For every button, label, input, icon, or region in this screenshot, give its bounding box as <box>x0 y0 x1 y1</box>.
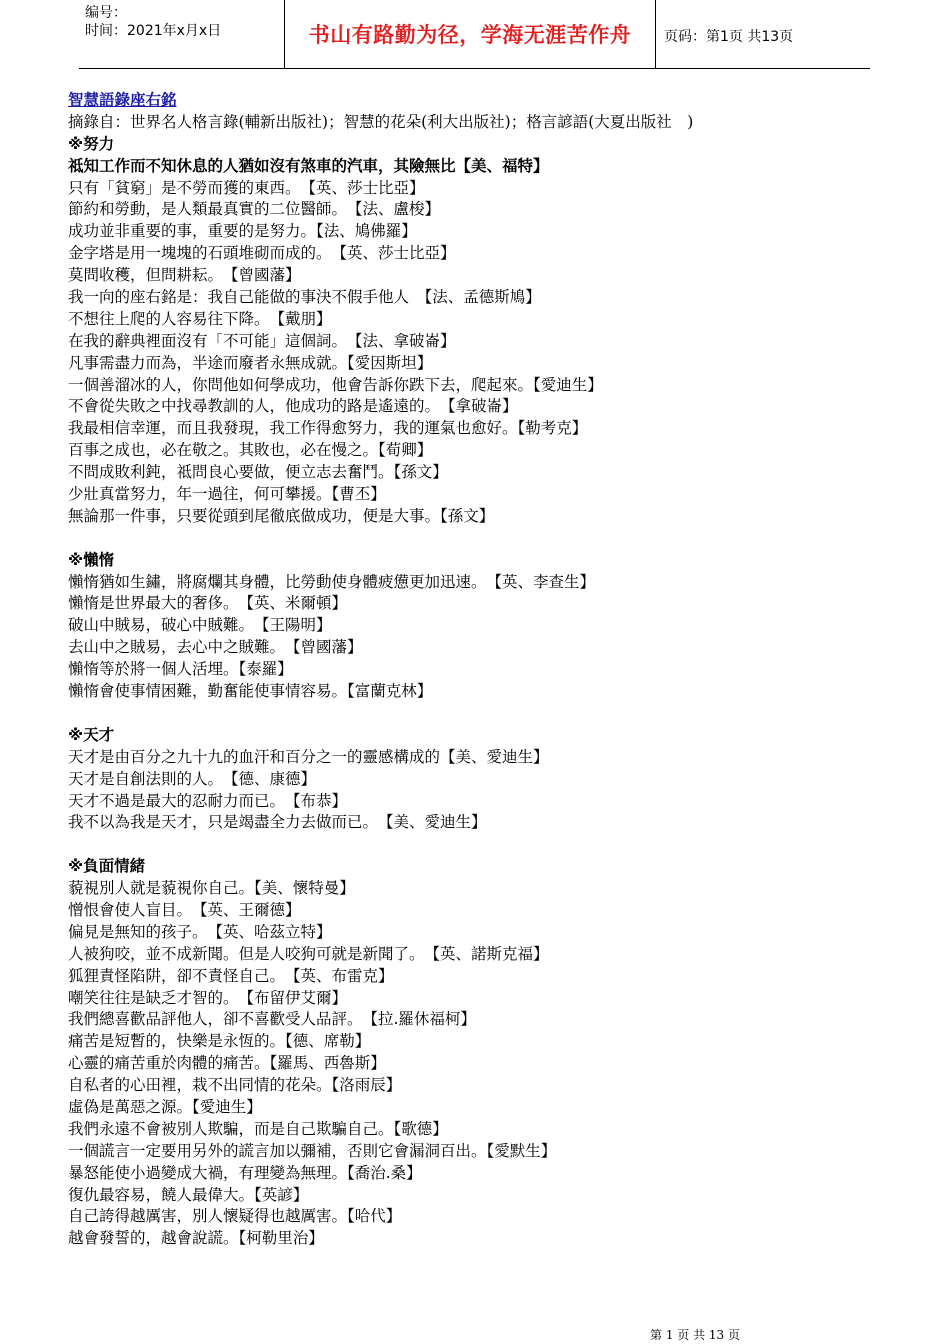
doc-title-line <box>68 90 868 112</box>
quote-line: 天才是自創法則的人。 【德、康德】 <box>68 769 317 788</box>
section-spacer <box>68 834 868 856</box>
time-label: 时间：2021年x月x日 <box>85 23 222 39</box>
page-footer <box>0 1326 950 1343</box>
quote-line: 金字塔是用一塊塊的石頭堆砌而成的。 【英、莎士比亞】 <box>68 244 456 263</box>
quote-line: 復仇最容易，饒人最偉大。【英諺】 <box>68 1185 309 1204</box>
quote-line: 只有「貧窮」是不勞而獲的東西。 【英、莎士比亞】 <box>68 178 425 197</box>
quote-line: 節約和勞動，是人類最真實的二位醫師。 【法、盧梭】 <box>68 200 441 219</box>
quote-line: 狐狸責怪陷阱，卻不責怪自己。 【英、布雷克】 <box>68 966 394 985</box>
quote-line: 我們永遠不會被別人欺騙，而是自己欺騙自己。【歌德】 <box>68 1119 448 1138</box>
quote-line: 不會從失敗之中找尋教訓的人，他成功的路是遙遠的。 【拿破崙】 <box>68 397 518 416</box>
sections-container <box>68 134 868 1250</box>
header-motto: 书山有路勤为径，学海无涯苦作舟 <box>308 23 632 47</box>
quote-line: 懶惰猶如生鏽，將腐爛其身體，比勞動使身體疲憊更加迅速。 【英、李查生】 <box>68 572 596 591</box>
quote-line: 莫問收穫，但問耕耘。 【曾國藩】 <box>68 266 301 285</box>
quote-line: 天才不過是最大的忍耐力而已。 【布恭】 <box>68 791 348 810</box>
quote-line: 去山中之賊易，去心中之賊難。 【曾國藩】 <box>68 638 363 657</box>
quote-line: 自私者的心田裡，栽不出同情的花朵。【洛雨辰】 <box>68 1076 402 1095</box>
quote-line: 不想往上爬的人容易往下降。 【戴朋】 <box>68 309 332 328</box>
quote-line: 越會發誓的，越會說謊。【柯勒里治】 <box>68 1229 324 1248</box>
section-heading: ※天才 <box>68 725 115 744</box>
quote-line: 我們總喜歡品評他人，卻不喜歡受人品評。 【拉.羅休福柯】 <box>68 1010 476 1029</box>
quote-line: 天才是由百分之九十九的血汗和百分之一的靈感構成的【美、愛迪生】 <box>68 747 549 766</box>
quote-line: 我一向的座右銘是：我自己能做的事決不假手他人 【法、孟德斯鳩】 <box>68 288 541 307</box>
quote-line: 人被狗咬，並不成新聞。但是人咬狗可就是新聞了。 【英、諾斯克福】 <box>68 944 549 963</box>
section-heading: ※努力 <box>68 134 115 153</box>
section-heading: ※懶惰 <box>68 550 115 569</box>
quote-line: 凡事需盡力而為，半途而廢者永無成就。【愛因斯坦】 <box>68 353 433 372</box>
quote-line: 百事之成也，必在敬之。其敗也，必在慢之。【荀卿】 <box>68 441 433 460</box>
quote-line: 自己誇得越厲害，別人懷疑得也越厲害。【哈代】 <box>68 1207 402 1226</box>
quote-line: 偏見是無知的孩子。 【英、哈茲立特】 <box>68 922 332 941</box>
quote-line: 我最相信幸運，而且我發現，我工作得愈努力，我的運氣也愈好。【勒考克】 <box>68 419 588 438</box>
quote-line: 懶惰等於將一個人活埋。【泰羅】 <box>68 660 293 679</box>
quote-line: 一個謊言一定要用另外的謊言加以彌補，否則它會漏洞百出。【愛默生】 <box>68 1141 557 1160</box>
quote-line: 破山中賊易，破心中賊難。 【王陽明】 <box>68 616 332 635</box>
doc-title-link[interactable]: 智慧語錄座右銘 <box>68 91 177 109</box>
quote-line: 懶惰會使事情困難，勤奮能使事情容易。【富蘭克林】 <box>68 682 433 701</box>
page-header <box>79 0 870 69</box>
quote-line: 少壯真當努力，年一過往，何可攀援。【曹丕】 <box>68 485 386 504</box>
quote-line: 成功並非重要的事，重要的是努力。【法、鳩佛羅】 <box>68 222 417 241</box>
quote-line: 無論那一件事，只要從頭到尾徹底做成功，便是大事。【孫文】 <box>68 506 495 525</box>
quote-line: 不問成敗利鈍，祗問良心要做，便立志去奮鬥。【孫文】 <box>68 463 448 482</box>
quote-line: 我不以為我是天才，只是竭盡全力去做而已。 【美、愛迪生】 <box>68 813 487 832</box>
header-meta <box>85 0 281 68</box>
quote-line: 暴怒能使小過變成大禍，有理變為無理。【喬治.桑】 <box>68 1163 422 1182</box>
header-page-label: 页码：第1页 共13页 <box>664 29 794 45</box>
quote-line: 懶惰是世界最大的奢侈。 【英、米爾頓】 <box>68 594 348 613</box>
quote-line: 祗知工作而不知休息的人猶如沒有煞車的汽車，其險無比【美、福特】 <box>68 156 549 175</box>
document-body <box>68 90 868 1250</box>
section-spacer <box>68 528 868 550</box>
quote-line: 痛苦是短暫的，快樂是永恆的。【德、席勒】 <box>68 1032 371 1051</box>
quote-line: 心靈的痛苦重於肉體的痛苦。【羅馬、西魯斯】 <box>68 1054 386 1073</box>
quote-line: 在我的辭典裡面沒有「不可能」這個詞。 【法、拿破崙】 <box>68 331 456 350</box>
quote-line: 憎恨會使人盲目。 【英、王爾德】 <box>68 900 301 919</box>
number-label: 编号： <box>85 5 127 21</box>
quote-line: 嘲笑往往是缺乏才智的。 【布留伊艾爾】 <box>68 988 348 1007</box>
section-spacer <box>68 703 868 725</box>
header-motto-cell <box>284 0 656 68</box>
doc-source: 摘錄自：世界名人格言錄(輔新出版社)；智慧的花朵(利大出版社)；格言諺語(大夏出版社 ) <box>68 112 694 131</box>
quote-line: 虛偽是萬惡之源。【愛迪生】 <box>68 1097 262 1116</box>
section-heading: ※負面情緒 <box>68 857 146 876</box>
quote-line: 一個善溜冰的人，你問他如何學成功，他會告訴你跌下去，爬起來。【愛迪生】 <box>68 375 603 394</box>
footer-page-number: 第 1 页 共 13 页 <box>650 1328 740 1342</box>
quote-line: 藐視別人就是藐視你自己。【美、懷特曼】 <box>68 879 355 898</box>
